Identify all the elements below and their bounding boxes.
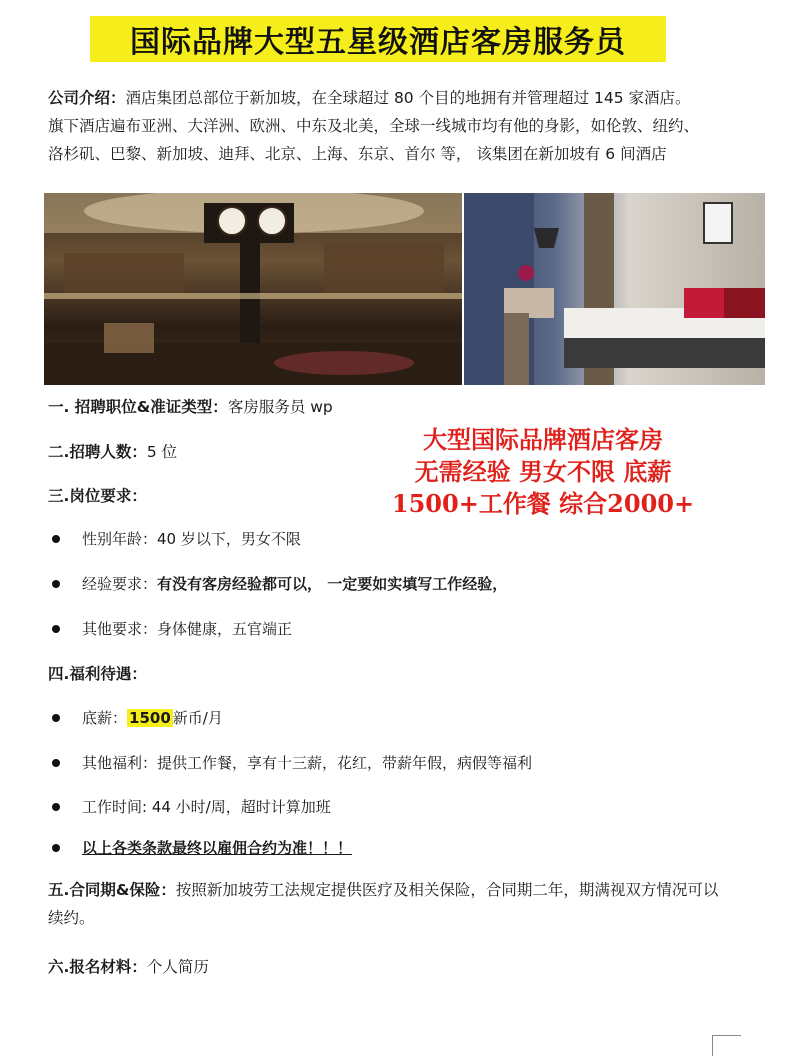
materials-value: 个人简历 xyxy=(146,958,209,976)
intro-text: 酒店集团总部位于新加坡，在全球超过 80 个目的地拥有并管理超过 145 家酒店。 旗下酒店遍布亚洲、大洋洲、欧洲、中东及北美，全球一线城市均有他的身影，如伦敦、纽约、洛杉矶、巴黎、新加坡、迪拜、北京、上海、东京、首尔 等， 该集团在新加坡有 6 间酒店 xyxy=(48,89,700,163)
intro-label: 公司介绍： xyxy=(48,89,126,107)
contract-value: 按照新加坡劳工法规定提供医疗及相关保险，合同期二年，期满视双方情况可以续约。 xyxy=(48,881,719,927)
section-position xyxy=(48,395,333,417)
headcount-value: 5 位 xyxy=(146,443,178,461)
promo-overlay xyxy=(318,424,768,520)
bullet-dot xyxy=(52,844,60,852)
salary-unit: 新币/月 xyxy=(172,709,223,727)
benefit-note xyxy=(52,837,352,858)
headcount-label: 二.招聘人数： xyxy=(48,443,147,461)
bullet-dot xyxy=(52,535,60,543)
position-label: 一. 招聘职位&准证类型： xyxy=(48,398,228,416)
page-title: 国际品牌大型五星级酒店客房服务员 xyxy=(130,25,626,60)
benefit-hours-text: 工作时间: 44 小时/周，超时计算加班 xyxy=(82,798,331,816)
section-materials xyxy=(48,955,209,977)
position-value: 客房服务员 wp xyxy=(227,398,333,416)
requirement-other-text: 其他要求：身体健康，五官端正 xyxy=(82,620,293,638)
benefit-other-text: 其他福利：提供工作餐，享有十三薪，花红，带薪年假，病假等福利 xyxy=(82,754,533,772)
bullet-dot xyxy=(52,625,60,633)
hotel-room-photo xyxy=(464,193,765,385)
salary-label: 底薪： xyxy=(82,709,128,727)
company-intro xyxy=(48,84,708,168)
requirement-experience xyxy=(52,573,507,594)
section-requirements: 三.岗位要求： xyxy=(48,487,147,505)
promo-line-1: 大型国际品牌酒店客房 xyxy=(423,425,663,454)
benefit-hours xyxy=(52,796,331,817)
materials-label: 六.报名材料： xyxy=(48,958,147,976)
experience-value: 有没有客房经验都可以， 一定要如实填写工作经验， xyxy=(157,575,508,593)
bullet-dot xyxy=(52,580,60,588)
requirement-age-text: 性别年龄：40 岁以下，男女不限 xyxy=(82,530,301,548)
page-corner-mark xyxy=(712,1035,741,1056)
bullet-dot xyxy=(52,714,60,722)
hotel-photos xyxy=(44,193,765,385)
benefit-note-text: 以上各类条款最终以雇佣合约为准！！！ xyxy=(82,839,353,857)
requirement-other xyxy=(52,618,292,639)
experience-label: 经验要求： xyxy=(82,575,158,593)
section-headcount xyxy=(48,440,177,462)
section-benefits: 四.福利待遇： xyxy=(48,665,147,683)
promo-line-2: 无需经验 男女不限 底薪 xyxy=(414,457,672,486)
salary-amount: 1500 xyxy=(129,708,171,727)
benefit-other xyxy=(52,752,532,773)
contract-label: 五.合同期&保险： xyxy=(48,881,176,899)
benefit-salary xyxy=(52,707,223,728)
section-contract xyxy=(48,876,728,932)
bullet-dot xyxy=(52,759,60,767)
requirement-age xyxy=(52,528,301,549)
bullet-dot xyxy=(52,803,60,811)
hotel-lobby-photo xyxy=(44,193,462,385)
title-banner xyxy=(90,16,666,62)
promo-line-3: 1500+工作餐 综合2000+ xyxy=(391,489,695,518)
